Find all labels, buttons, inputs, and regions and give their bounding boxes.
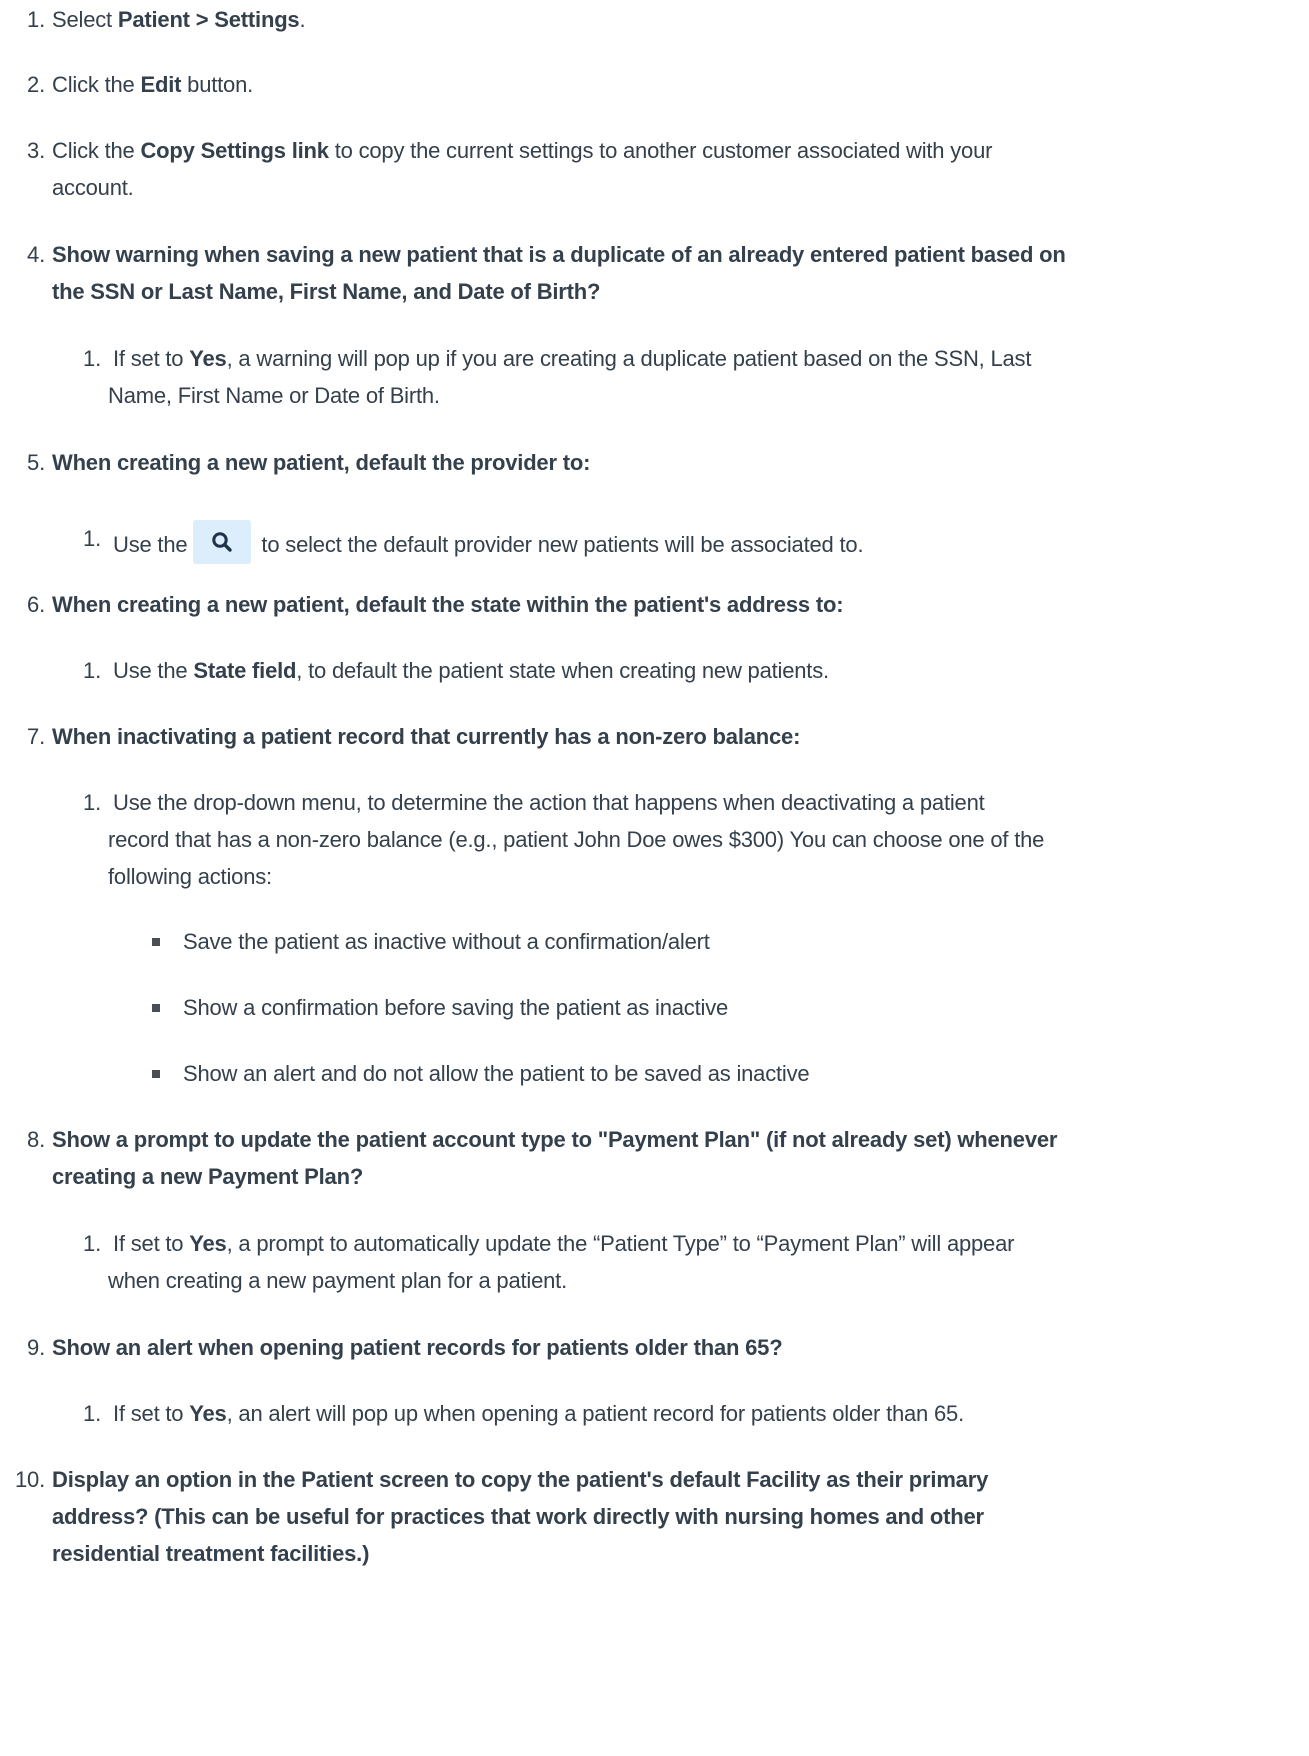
bullet-marker <box>152 938 160 946</box>
substep-number: 1. <box>83 346 101 371</box>
menu-path: Patient > Settings <box>117 7 300 32</box>
step-7-substep-1-continued: record that has a non-zero balance (e.g., patient John Doe owes $300) You can choose one of the <box>108 827 1045 852</box>
step-8-substep-1-continued: when creating a new payment plan for a patient. <box>108 1268 568 1293</box>
step-4-substep-1: If set to Yes, a warning will pop up if you are creating a duplicate patient based on the SSN, Last <box>113 346 1032 371</box>
step-3-continued: account. <box>52 175 134 200</box>
step-4-substep-1-continued: Name, First Name or Date of Birth. <box>108 383 440 408</box>
step-5-heading: When creating a new patient, default the provider to: <box>52 450 591 475</box>
step-6-heading: When creating a new patient, default the state within the patient's address to: <box>52 592 844 617</box>
step-10-heading-continued: address? (This can be useful for practices that work directly with nursing homes and other <box>52 1504 984 1529</box>
step-number: 8. <box>27 1127 45 1152</box>
step-number: 3. <box>27 138 45 163</box>
step-number: 4. <box>27 242 45 267</box>
substep-number: 1. <box>83 658 101 683</box>
bullet-item: Save the patient as inactive without a confirmation/alert <box>183 929 710 954</box>
search-button[interactable] <box>193 520 251 564</box>
step-number: 1. <box>27 7 45 32</box>
step-number: 2. <box>27 72 45 97</box>
step-10-heading: Display an option in the Patient screen to copy the patient's default Facility as their primary <box>52 1467 989 1492</box>
step-number: 9. <box>27 1335 45 1360</box>
bullet-marker <box>152 1070 160 1078</box>
step-9-substep-1: If set to Yes, an alert will pop up when opening a patient record for patients older than 65. <box>113 1401 964 1426</box>
step-number: 5. <box>27 450 45 475</box>
step-9-heading: Show an alert when opening patient records for patients older than 65? <box>52 1335 783 1360</box>
bullet-marker <box>152 1004 160 1012</box>
step-10-heading-continued: residential treatment facilities.) <box>52 1541 370 1566</box>
edit-button-reference: Edit <box>140 72 182 97</box>
step-5-substep-1: Use the to select the default provider new patients will be associated to. <box>113 524 863 568</box>
step-8-heading: Show a prompt to update the patient account type to "Payment Plan" (if not already set) whenever <box>52 1127 1058 1152</box>
step-8-heading-continued: creating a new Payment Plan? <box>52 1164 364 1189</box>
step-7-substep-1: Use the drop-down menu, to determine the action that happens when deactivating a patient <box>113 790 985 815</box>
step-number: 7. <box>27 724 45 749</box>
bullet-item: Show a confirmation before saving the patient as inactive <box>183 995 729 1020</box>
step-6-substep-1: Use the State field, to default the patient state when creating new patients. <box>113 658 829 683</box>
step-2: Click the Edit button. <box>52 72 254 97</box>
step-number: 6. <box>27 592 45 617</box>
step-4-heading-continued: the SSN or Last Name, First Name, and Date of Birth? <box>52 279 601 304</box>
substep-number: 1. <box>83 526 101 551</box>
substep-number: 1. <box>83 1401 101 1426</box>
step-number: 10. <box>15 1467 45 1492</box>
step-3: Click the Copy Settings link to copy the current settings to another customer associated with your <box>52 138 993 163</box>
step-7-substep-1-continued: following actions: <box>108 864 272 889</box>
step-7-heading: When inactivating a patient record that currently has a non-zero balance: <box>52 724 801 749</box>
substep-number: 1. <box>83 1231 101 1256</box>
step-1: Select Patient > Settings. <box>52 7 306 32</box>
copy-settings-link-reference: Copy Settings link <box>140 138 329 163</box>
bullet-item: Show an alert and do not allow the patient to be saved as inactive <box>183 1061 810 1086</box>
search-icon <box>211 531 233 553</box>
step-4-heading: Show warning when saving a new patient that is a duplicate of an already entered patient based on <box>52 242 1066 267</box>
substep-number: 1. <box>83 790 101 815</box>
step-8-substep-1: If set to Yes, a prompt to automatically update the “Patient Type” to “Payment Plan” will appear <box>113 1231 1015 1256</box>
